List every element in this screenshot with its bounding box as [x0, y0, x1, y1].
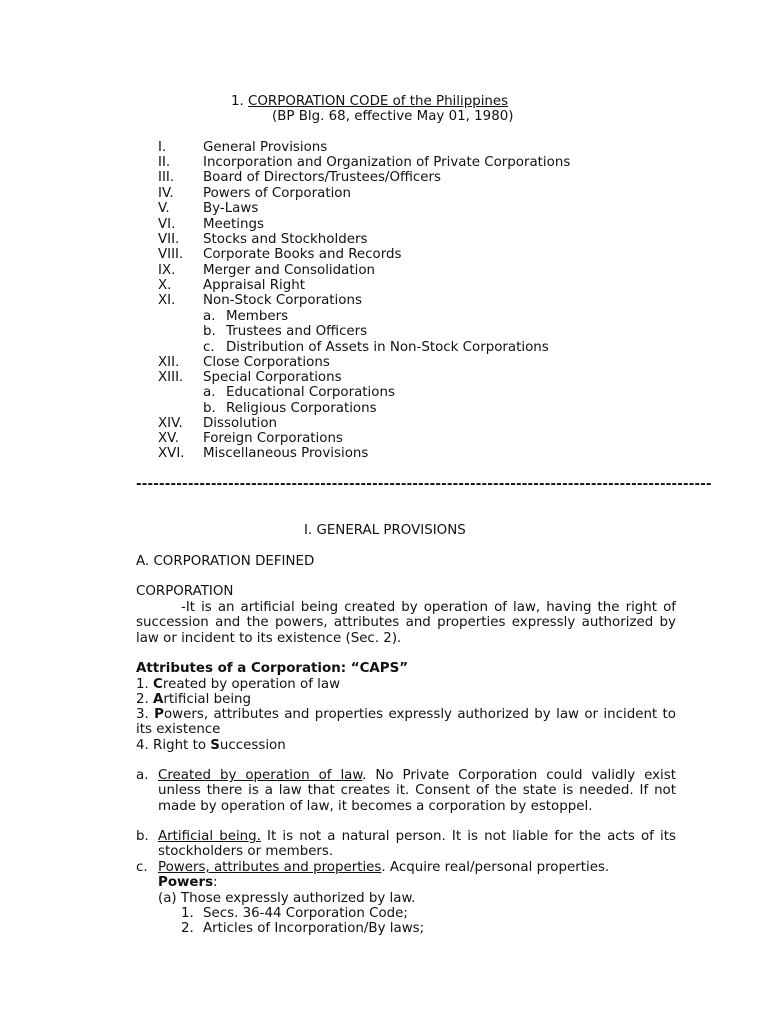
explanation-text: . No Private Corporation could validly exist unless there is a law that creates it. Consent of the state is needed. If not made by operation of law, it becomes a corporation by estoppel.: [158, 768, 676, 814]
toc-num: IX.: [158, 263, 176, 278]
title-text: CORPORATION CODE of the Philippines: [248, 94, 509, 109]
toc-label: Stocks and Stockholders: [203, 232, 368, 247]
toc-num: I.: [158, 140, 167, 155]
explanation-term: Created by operation of law: [158, 768, 363, 783]
attribute-initial: S: [210, 738, 220, 753]
attributes-heading: Attributes of a Corporation: “CAPS”: [136, 661, 409, 676]
subsection-heading: A. CORPORATION DEFINED: [136, 554, 315, 569]
explanation-paragraph: [158, 860, 609, 875]
attribute-text-pre: Right to: [153, 738, 211, 753]
powers-clause-a: (a) Those expressly authorized by law.: [158, 891, 416, 906]
toc-num: V.: [158, 201, 170, 216]
toc-label: Special Corporations: [203, 370, 342, 385]
attribute-initial: P: [154, 707, 164, 722]
explanation-text: . Acquire real/personal properties.: [381, 860, 610, 875]
toc-label: General Provisions: [203, 140, 328, 155]
attribute-item: [136, 707, 676, 738]
toc-sub-label: Distribution of Assets in Non-Stock Corporations: [226, 340, 549, 355]
toc-num: XV.: [158, 431, 179, 446]
toc-sub-label: Educational Corporations: [226, 385, 395, 400]
explanation-letter: c.: [136, 860, 148, 875]
attribute-number: 1.: [136, 677, 149, 692]
powers-item-label: Secs. 36-44 Corporation Code;: [203, 906, 408, 921]
explanation-letter: b.: [136, 829, 149, 844]
toc-num: III.: [158, 170, 175, 185]
explanation-term: Artificial being.: [158, 829, 261, 844]
toc-num: II.: [158, 155, 171, 170]
explanation-paragraph: [158, 768, 676, 814]
toc-label: Corporate Books and Records: [203, 247, 402, 262]
toc-num: XIII.: [158, 370, 184, 385]
toc-sub-label: Members: [226, 309, 289, 324]
toc-label: Foreign Corporations: [203, 431, 343, 446]
toc-label: Dissolution: [203, 416, 278, 431]
explanation-letter: a.: [136, 768, 149, 783]
toc-sub-letter: c.: [203, 340, 215, 355]
explanation-paragraph: [158, 829, 676, 860]
attribute-item: [136, 677, 340, 692]
toc-num: IV.: [158, 186, 174, 201]
title-number: 1.: [231, 94, 244, 109]
toc-sub-label: Trustees and Officers: [226, 324, 368, 339]
toc-label: Powers of Corporation: [203, 186, 351, 201]
explanation-text: It is not a natural person. It is not liable for the acts of its stockholders or members.: [158, 829, 676, 860]
toc-sub-label: Religious Corporations: [226, 401, 377, 416]
attribute-number: 4.: [136, 738, 149, 753]
toc-sub-letter: a.: [203, 309, 216, 324]
toc-label: Miscellaneous Provisions: [203, 446, 369, 461]
toc-sub-letter: a.: [203, 385, 216, 400]
toc-num: VIII.: [158, 247, 184, 262]
toc-label: By-Laws: [203, 201, 259, 216]
attribute-number: 2.: [136, 692, 149, 707]
attribute-number: 3.: [136, 707, 149, 722]
attribute-text: rtificial being: [163, 692, 252, 707]
explanation-term: Powers, attributes and properties: [158, 860, 382, 875]
powers-label: Powers: [158, 875, 214, 890]
toc-num: VII.: [158, 232, 180, 247]
toc-label: Close Corporations: [203, 355, 330, 370]
attribute-item: [136, 692, 251, 707]
section-heading: I. GENERAL PROVISIONS: [304, 523, 466, 538]
attribute-text: uccession: [219, 738, 286, 753]
toc-num: XI.: [158, 293, 176, 308]
toc-label: Meetings: [203, 217, 264, 232]
toc-sub-letter: b.: [203, 324, 216, 339]
toc-num: XIV.: [158, 416, 183, 431]
doc-title: [231, 94, 508, 109]
toc-num: XVI.: [158, 446, 185, 461]
attribute-initial: A: [153, 692, 164, 707]
toc-label: Appraisal Right: [203, 278, 306, 293]
toc-num: XII.: [158, 355, 180, 370]
toc-label: Board of Directors/Trustees/Officers: [203, 170, 442, 185]
toc-label: Incorporation and Organization of Private Corporations: [203, 155, 571, 170]
term-heading: CORPORATION: [136, 584, 234, 599]
powers-colon: :: [213, 875, 218, 890]
toc-num: X.: [158, 278, 172, 293]
dashed-divider: ----------------------------------------------------------------------------------------------------: [136, 477, 712, 492]
toc-num: VI.: [158, 217, 176, 232]
definition-paragraph: -It is an artificial being created by operation of law, having the right of succession and the powers, attributes and properties expressly authorized by law or incident to its existence (Sec. 2).: [136, 600, 676, 646]
doc-subtitle: (BP Blg. 68, effective May 01, 1980): [272, 109, 514, 124]
powers-heading: [158, 875, 218, 890]
powers-item-number: 1.: [181, 906, 194, 921]
attribute-text: owers, attributes and properties expressly authorized by law or incident to its existence: [136, 707, 676, 738]
toc-label: Non-Stock Corporations: [203, 293, 362, 308]
attribute-item: [136, 738, 286, 753]
attribute-text: reated by operation of law: [162, 677, 341, 692]
powers-item-number: 2.: [181, 921, 194, 936]
toc-sub-letter: b.: [203, 401, 216, 416]
toc-label: Merger and Consolidation: [203, 263, 376, 278]
attribute-initial: C: [153, 677, 163, 692]
powers-item-label: Articles of Incorporation/By laws;: [203, 921, 425, 936]
